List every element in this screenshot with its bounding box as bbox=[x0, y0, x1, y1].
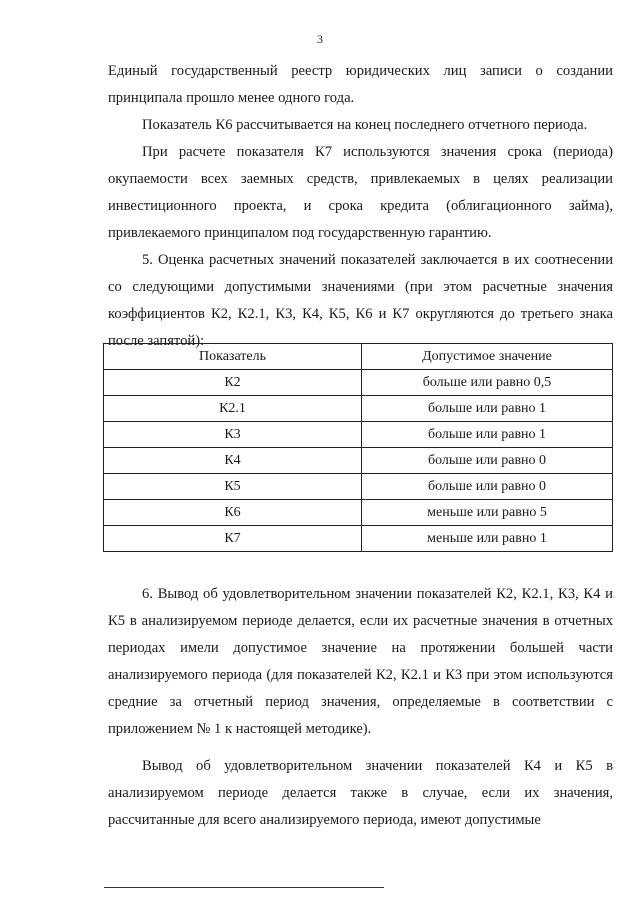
document-body-top bbox=[108, 58, 613, 355]
paragraph-k7: При расчете показателя К7 используются значения срока (периода) окупаемости всех заемных средств, привлекаемых в целях реализации инвестиционного проекта, и срока кредита (облигационного займа), привлекаемого принципалом под государственную гарантию. bbox=[108, 144, 613, 241]
page-number: 3 bbox=[317, 32, 323, 46]
paragraph-continuation: Единый государственный реестр юридических лиц записи о создании принципала прошло менее одного года. bbox=[108, 63, 613, 106]
paragraph-item-5: 5. Оценка расчетных значений показателей заключается в их соотнесении со следующими допустимыми значениями (при этом расчетные значения коэффициентов К2, К2.1, К3, К4, К5, К6 и К7 округляются до третьего знака после запятой): bbox=[108, 252, 613, 349]
table-row bbox=[104, 526, 613, 552]
allowed-value-cell: больше или равно 0,5 bbox=[362, 370, 613, 396]
indicator-cell: К6 bbox=[104, 500, 362, 526]
paragraph-item-6: 6. Вывод об удовлетворительном значении показателей К2, К2.1, К3, К4 и К5 в анализируемом периоде делается, если их расчетные значения в отчетных периодах имели допустимое значение на протяжении большей части анализируемого периода (для показателей К2, К2.1 и К3 при этом используются средние за отчетный период значения, определяемые в соответствии с приложением № 1 к настоящей методике). bbox=[108, 586, 613, 737]
table-row bbox=[104, 396, 613, 422]
indicator-cell: К7 bbox=[104, 526, 362, 552]
indicator-norms-table bbox=[103, 343, 613, 552]
indicator-cell: К4 bbox=[104, 448, 362, 474]
indicator-cell: К5 bbox=[104, 474, 362, 500]
allowed-value-cell: больше или равно 0 bbox=[362, 448, 613, 474]
header-allowed-value: Допустимое значение bbox=[362, 344, 613, 370]
paragraph-k4-k5-conclusion: Вывод об удовлетворительном значении показателей К4 и К5 в анализируемом периоде делается также в случае, если их значения, рассчитанные для всего анализируемого периода, имеют допустимые bbox=[108, 758, 613, 828]
indicator-cell: К2.1 bbox=[104, 396, 362, 422]
table-row bbox=[104, 448, 613, 474]
paragraph-k6: Показатель К6 рассчитывается на конец последнего отчетного периода. bbox=[142, 117, 588, 133]
footnote-separator bbox=[104, 887, 384, 888]
header-indicator: Показатель bbox=[104, 344, 362, 370]
table-row bbox=[104, 500, 613, 526]
allowed-value-cell: больше или равно 1 bbox=[362, 396, 613, 422]
allowed-value-cell: больше или равно 1 bbox=[362, 422, 613, 448]
indicator-cell: К3 bbox=[104, 422, 362, 448]
table-header-row bbox=[104, 344, 613, 370]
allowed-value-cell: меньше или равно 1 bbox=[362, 526, 613, 552]
allowed-value-cell: больше или равно 0 bbox=[362, 474, 613, 500]
table-row bbox=[104, 422, 613, 448]
allowed-value-cell: меньше или равно 5 bbox=[362, 500, 613, 526]
table-row bbox=[104, 474, 613, 500]
table-row bbox=[104, 370, 613, 396]
indicator-cell: К2 bbox=[104, 370, 362, 396]
document-body-bottom bbox=[108, 581, 613, 834]
